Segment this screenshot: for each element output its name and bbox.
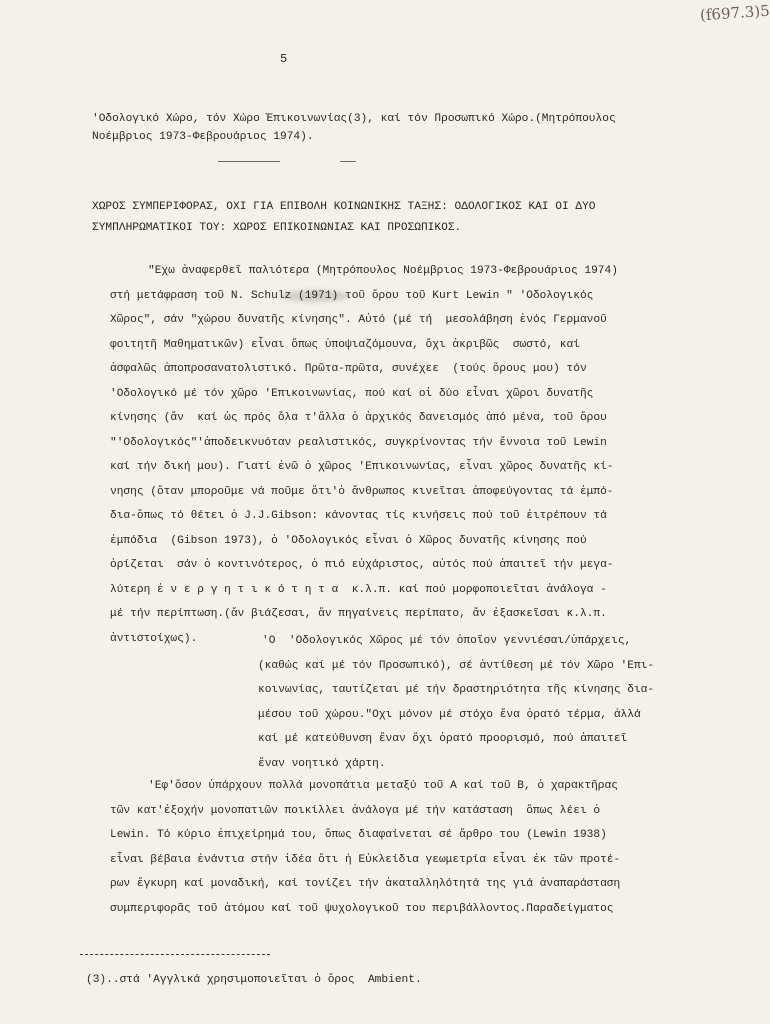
text-line: "Εχω ἀναφερθεῖ παλιότερα (Μητρόπουλος Νοέμβριος 1973-Φεβρουάριος 1974) <box>148 265 618 277</box>
section-heading: ΣΥΜΠΛΗΡΩΜΑΤΙΚΟΙ ΤΟΥ: ΧΩΡΟΣ ΕΠΙΚΟΙΝΩΝΙΑΣ ΚΑΙ ΠΡΟΣΩΠΙΚΟΣ. <box>92 222 462 234</box>
text-line: μέσου τοῦ χώρου."Οχι μόνον μέ στόχο ἕνα ὁρατό τέρμα, ἀλλά <box>258 708 641 721</box>
text-line: 'Οδολογικό μέ τόν χῶρο 'Επικοινωνίας, πού καί οἱ δύο εἶναι χῶροι δυνατῆς <box>110 387 594 400</box>
text-line: εἶναι βέβαια ἐνάντια στήν ἰδέα ὅτι ἡ Εὐκλείδια γεωμετρία εἶναι ἐκ τῶν προτέ- <box>110 853 621 866</box>
text-line: φοιτητῆ Μαθηματικῶν) εἶναι ὅπως ὑποψιαζόμουνα, ὄχι ἀκριβῶς σωστό, καί <box>110 338 580 351</box>
text-line: καί μέ κατεύθυνση ἕναν ὄχι ὁρατό προορισμό, πού ἀπαιτεῖ <box>258 733 628 745</box>
text-line: κίνησης (ἄν καί ὡς πρός ὅλα τ'ἄλλα ὁ ἀρχικός δανεισμός ἀπό μένα, τοῦ ὅρου <box>110 412 607 424</box>
section-heading: ΧΩΡΟΣ ΣΥΜΠΕΡΙΦΟΡΑΣ, ΟΧΙ ΓΙΑ ΕΠΙΒΟΛΗ ΚΟΙΝΩΝΙΚΗΣ ΤΑΞΗΣ: ΟΔΟΛΟΓΙΚΟΣ ΚΑΙ ΟΙ ΔΥΟ <box>92 201 596 213</box>
text-line: ρων ἔγκυρη καί μοναδική, καί τονίζει τήν ἀκαταλληλότητά της γιά ἀναπαράσταση <box>110 878 621 890</box>
text-line: δια-ὅπως τό θέτει ὁ J.J.Gibson: κάνοντας τίς κινήσεις πού τοῦ ἐιτρέπουν τά <box>110 510 607 522</box>
section-divider <box>340 161 356 162</box>
text-line: ὁρίζεται σάν ὁ κοντινότερος, ὁ πιό εὐχάριστος, αὐτός πού ἀπαιτεῖ τήν μεγα- <box>110 559 614 571</box>
text-line: συμπεριφορᾶς τοῦ ἀτόμου καί τοῦ ψυχολογικοῦ του περιβάλλοντος.Παραδείγματος <box>110 902 614 915</box>
text-line: τῶν κατ'ἐξοχήν μονοπατιῶν ποικίλλει ἀνάλογα μέ τήν κατάσταση ὅπως λέει ὁ <box>110 804 601 817</box>
text-line: νησης (ὅταν μποροῦμε νά ποῦμε ὅτι'ὁ ἄνθρωπος κινεῖται ἀποφεύγοντας τά ἐμπό- <box>110 485 614 498</box>
text-line: Lewin. Τό κύριο ἐπιχείρημά του, ὅπως διαφαίνεται σέ ἄρθρο του (Lewin 1938) <box>110 829 607 841</box>
section-divider <box>218 161 280 162</box>
text-line: καί τήν δική μου). Γιατί ἐνῶ ὁ χῶρος 'Επικοινωνίας, εἶναι χῶρος δυνατῆς κί- <box>110 461 614 473</box>
text-line: στή μετάφραση τοῦ N. Schulz (1971) τοῦ ὅρου τοῦ Kurt Lewin " 'Οδολογικός <box>110 289 594 302</box>
opening-line: Νοέμβριος 1973-Φεβρουάριος 1974). <box>92 131 314 143</box>
opening-line: 'Οδολογικό Χώρο, τόν Χώρο Ἐπικοινωνίας(3), καί τόν Προσωπικό Χώρο.(Μητρόπουλος <box>92 113 616 125</box>
text-line: ἕναν νοητικό χάρτη. <box>258 757 386 770</box>
text-line: ἀντιστοίχως). <box>110 632 198 645</box>
text-line: 'Εφ'ὅσον ὑπάρχουν πολλά μονοπάτια μεταξύ τοῦ A καί τοῦ B, ὁ χαρακτῆρας <box>148 780 618 792</box>
text-line: ἐμπόδια (Gibson 1973), ὁ 'Οδολογικός εἶναι ὁ Χῶρος δυνατῆς κίνησης πού <box>110 534 587 547</box>
text-line: (καθώς καί μέ τόν Προσωπικό), σέ ἀντίθεση μέ τόν Χῶρο 'Επι- <box>258 659 655 672</box>
text-line: κοινωνίας, ταυτίζεται μέ τήν δραστηριότητα τῆς κίνησης δια- <box>258 684 655 696</box>
text-line: "'Οδολογικός"'ἀποδεικνυόταν ρεαλιστικός, συγκρίνοντας τήν ἔννοια τοῦ Lewin <box>110 436 607 449</box>
page-number: 5 <box>280 52 288 66</box>
text-line: ἀσφαλῶς ἀποπροσανατολιστικό. Πρῶτα-πρῶτα, συνέχεε (τούς ὅρους μου) τόν <box>110 363 587 375</box>
text-line: μέ τήν περίπτωση.(ἄν βιάζεσαι, ἄν πηγαίνεις περίπατο, ἄν ἐξασκεῖσαι κ.λ.π. <box>110 608 607 620</box>
footnote: (3)..στά 'Αγγλικά χρησιμοποιεῖται ὁ ὅρος Ambient. <box>86 974 422 986</box>
text-line: λύτερη ἐ ν ε ρ γ η τ ι κ ό τ η τ α κ.λ.π. καί πού μορφοποιεῖται ἀνάλογα - <box>110 583 607 596</box>
text-line: Χῶρος", σάν "χώρου δυνατῆς κίνησης". Αὐτό (μέ τή μεσολάβηση ἑνός Γερμανοῦ <box>110 314 607 326</box>
footnote-separator <box>80 954 270 955</box>
archive-mark: (f697.3)5 <box>699 1 770 25</box>
text-line: 'Ο 'Οδολογικός Χῶρος μέ τόν ὁποῖον γεννιέσαι/ὑπάρχεις, <box>262 635 632 647</box>
